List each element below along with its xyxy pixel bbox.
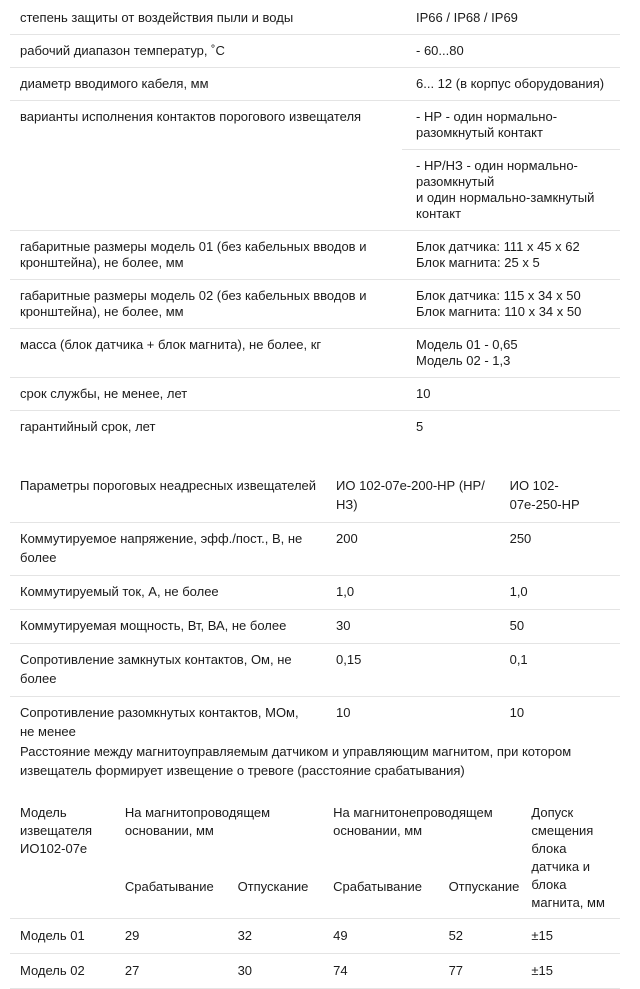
param-value: 5	[416, 419, 424, 434]
model-cell: Модель 02	[10, 954, 115, 989]
param-name: Сопротивление замкнутых контактов, Ом, не более	[10, 644, 326, 697]
param-name: степень защиты от воздействия пыли и воды	[10, 0, 402, 35]
param-name: Коммутируемая мощность, Вт, ВА, не более	[10, 610, 326, 644]
table-row	[10, 644, 620, 697]
value-cell: 29	[115, 919, 228, 954]
param-value: 250	[500, 523, 620, 576]
param-value: 50	[500, 610, 620, 644]
param-value: 6... 12 (в корпус оборудования)	[402, 68, 620, 101]
table-row	[10, 411, 620, 444]
column-header: ИО 102-07е-200-НР (НР/НЗ)	[326, 470, 500, 523]
value-cell: 77	[439, 954, 530, 989]
table-row	[10, 101, 620, 231]
param-value: 1,0	[500, 576, 620, 610]
param-value: - 60...80	[402, 35, 620, 68]
param-value: 1,0	[326, 576, 500, 610]
table-row	[10, 919, 620, 954]
param-value: 0,15	[326, 644, 500, 697]
table-row	[10, 576, 620, 610]
param-name: масса (блок датчика + блок магнита), не более, кг	[10, 329, 402, 378]
column-header: ИО 102-07е-250-НР	[500, 470, 620, 523]
distance-table	[10, 798, 620, 989]
distance-note: Расстояние между магнитоуправляемым датчиком и управляющим магнитом, при котором извещатель формирует извещение о тревоге (расстояние срабатывания)	[20, 744, 572, 778]
column-header: Допуск смещения блока датчика и блока магнита, мм	[529, 798, 620, 919]
value-cell: 30	[228, 954, 324, 989]
specs-table	[10, 0, 620, 443]
param-value: Блок датчика: 115 х 34 х 50 Блок магнита: 110 х 34 х 50	[402, 280, 620, 329]
column-subheader: Отпускание	[439, 868, 530, 918]
table-row	[10, 610, 620, 644]
param-value: - НР - один нормально- разомкнутый контакт - НР/НЗ - один нормально- разомкнутый и один нормально-замкнутый контакт	[402, 101, 620, 231]
param-value: 200	[326, 523, 500, 576]
params-table	[10, 470, 620, 749]
param-name: гарантийный срок, лет	[20, 419, 156, 434]
table-row	[10, 280, 620, 329]
param-value: Модель 01 - 0,65 Модель 02 - 1,3	[402, 329, 620, 378]
param-name: Коммутируемое напряжение, эфф./пост., В, не более	[10, 523, 326, 576]
param-value: 30	[326, 610, 500, 644]
column-subheader: Срабатывание	[323, 868, 438, 918]
value-cell: 49	[323, 919, 438, 954]
param-name: диаметр вводимого кабеля, мм	[10, 68, 402, 101]
param-value: 10	[336, 705, 351, 720]
param-value: IP66 / IP68 / IP69	[402, 0, 620, 35]
param-value: 10	[509, 705, 525, 720]
table-row	[10, 231, 620, 280]
column-subheader: Отпускание	[228, 868, 324, 918]
table-row	[10, 523, 620, 576]
param-name: рабочий диапазон температур, ˚С	[10, 35, 402, 68]
param-name: габаритные размеры модель 01 (без кабельных вводов и кронштейна), не более, мм	[10, 231, 402, 280]
column-subheader: Срабатывание	[115, 868, 228, 918]
param-value: 0,1	[500, 644, 620, 697]
table-row	[10, 378, 620, 411]
column-header: На магнитонепроводящем основании, мм	[333, 805, 493, 838]
value-cell: ±15	[529, 919, 620, 954]
table-row	[10, 329, 620, 378]
param-name: срок службы, не менее, лет	[10, 378, 402, 411]
column-header: На магнитопроводящем основании, мм	[124, 805, 271, 838]
model-cell: Модель 01	[10, 919, 115, 954]
value-cell: 52	[439, 919, 530, 954]
param-value: Блок датчика: 111 х 45 х 62 Блок магнита: 25 х 5	[402, 231, 620, 280]
table-header-row	[10, 470, 620, 523]
param-name: габаритные размеры модель 02 (без кабельных вводов и кронштейна), не более, мм	[10, 280, 402, 329]
value-cell: 27	[115, 954, 228, 989]
param-value: 10	[402, 378, 620, 411]
column-header: Параметры пороговых неадресных извещателей	[10, 470, 326, 523]
table-header-row	[10, 798, 620, 868]
table-row	[10, 0, 620, 35]
table-row	[10, 954, 620, 989]
param-name: варианты исполнения контактов порогового извещателя	[10, 101, 402, 231]
column-header: Модель извещателя ИО102-07е	[10, 798, 115, 919]
table-row	[10, 68, 620, 101]
param-name: Сопротивление разомкнутых контактов, МОм, не менее	[20, 705, 299, 739]
value-cell: 32	[228, 919, 324, 954]
table-row	[10, 35, 620, 68]
param-name: Коммутируемый ток, А, не более	[10, 576, 326, 610]
value-cell: 74	[323, 954, 438, 989]
value-cell: ±15	[529, 954, 620, 989]
